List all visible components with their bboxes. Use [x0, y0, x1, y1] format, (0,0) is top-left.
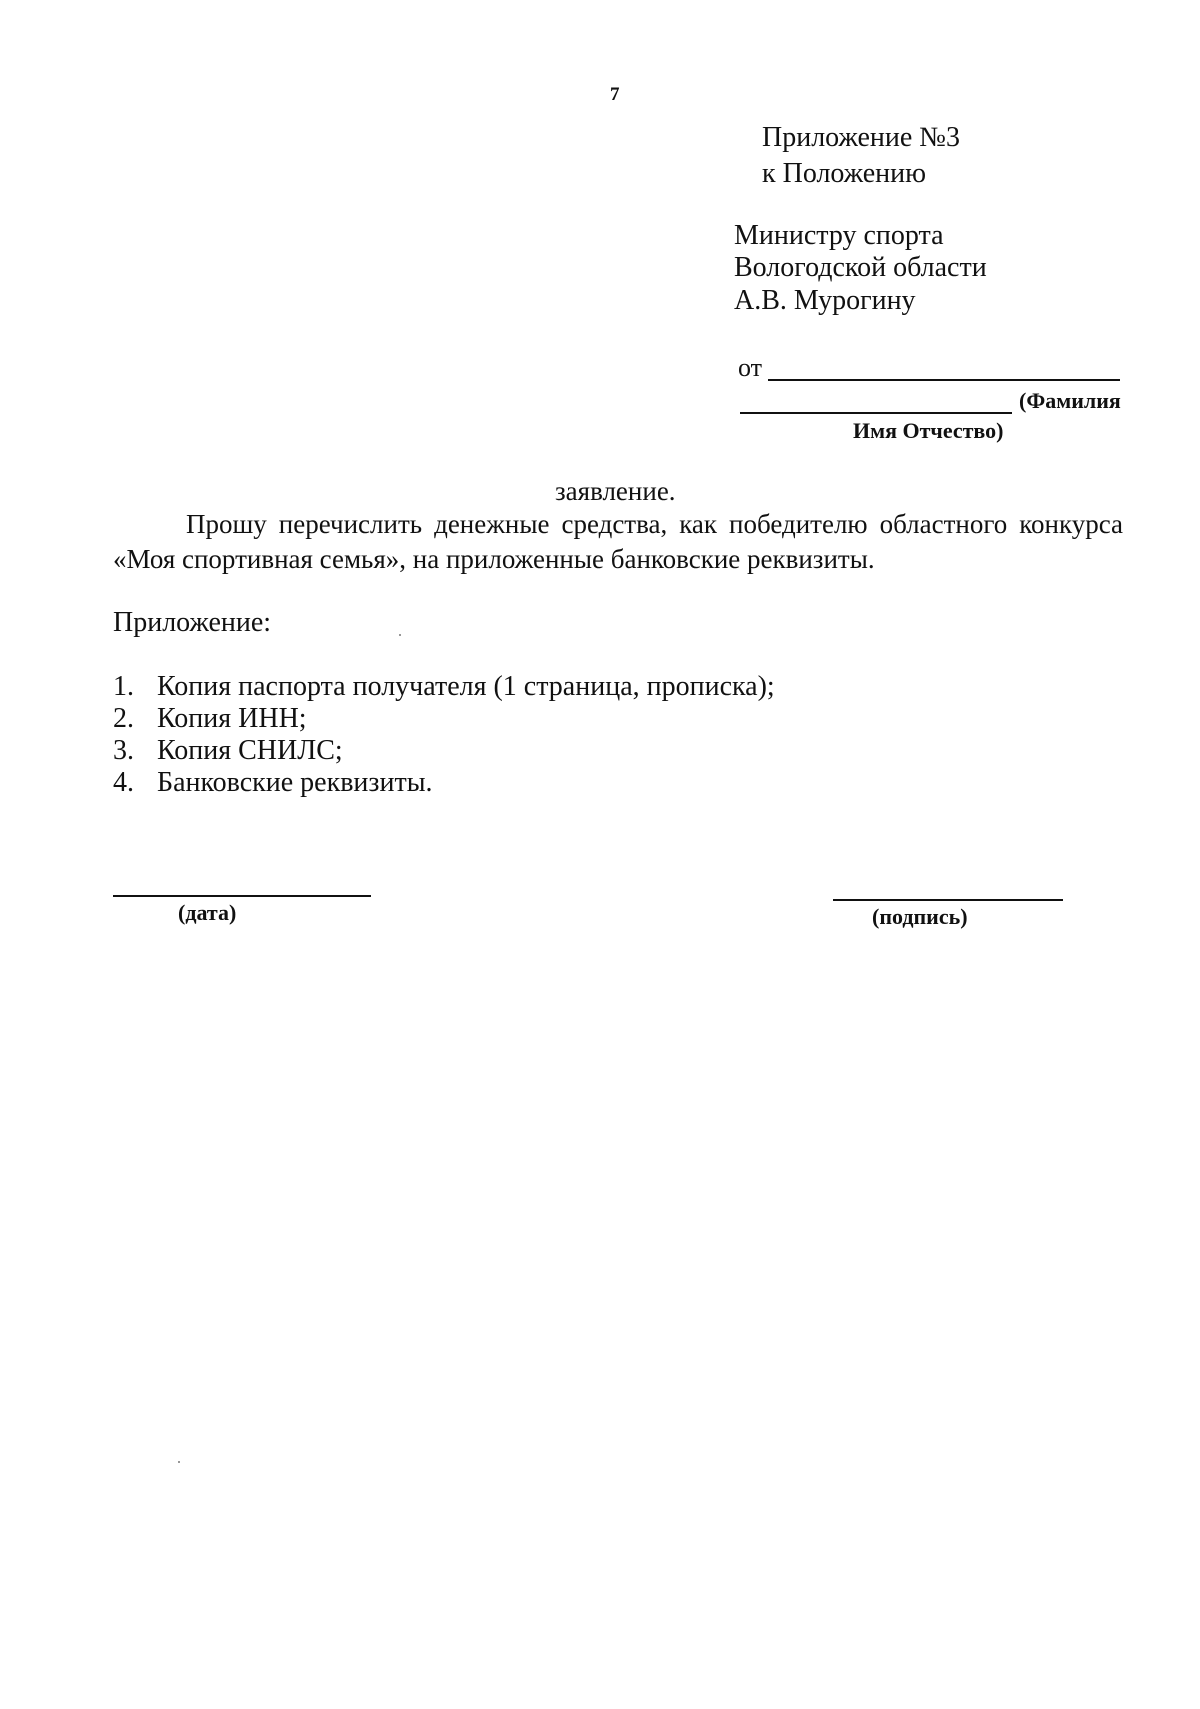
from-label: от — [738, 353, 763, 382]
list-item — [113, 703, 775, 735]
list-item-number: 1. — [113, 671, 134, 702]
appendix-title: Приложение №3 — [762, 122, 960, 153]
attachments-heading: Приложение: — [113, 607, 272, 638]
statement-body: Прошу перечислить денежные средства, как победителю областного конкурса «Моя спортивная семья», на приложенные банковские реквизиты. — [113, 509, 1123, 574]
appendix-reference: к Положению — [762, 158, 927, 189]
attachments-list — [113, 671, 775, 799]
list-item-text: Копия СНИЛС; — [157, 735, 343, 766]
list-item — [113, 735, 775, 767]
list-item-text: Банковские реквизиты. — [157, 767, 433, 798]
list-item-number: 4. — [113, 767, 134, 798]
fio-hint-part2: Имя Отчество) — [853, 418, 1004, 443]
list-item-text: Копия ИНН; — [157, 703, 307, 734]
list-item — [113, 767, 775, 799]
page-number: 7 — [610, 84, 620, 105]
addressee-region: Вологодской области — [734, 252, 987, 283]
applicant-name-line — [768, 379, 1120, 381]
date-line — [113, 895, 371, 897]
signature-label: (подпись) — [872, 904, 968, 929]
applicant-name-line-2 — [740, 412, 1012, 414]
date-label: (дата) — [178, 900, 237, 925]
list-item — [113, 671, 775, 703]
list-item-number: 3. — [113, 735, 134, 766]
fio-hint-part1: (Фамилия — [1019, 388, 1121, 413]
addressee-name: А.В. Мурогину — [734, 285, 916, 316]
signature-line — [833, 899, 1063, 901]
addressee-position: Министру спорта — [734, 220, 944, 251]
scan-speck — [178, 1461, 180, 1463]
statement-title: заявление. — [555, 476, 676, 506]
scan-speck — [399, 634, 401, 636]
list-item-number: 2. — [113, 703, 134, 734]
list-item-text: Копия паспорта получателя (1 страница, прописка); — [157, 671, 775, 702]
